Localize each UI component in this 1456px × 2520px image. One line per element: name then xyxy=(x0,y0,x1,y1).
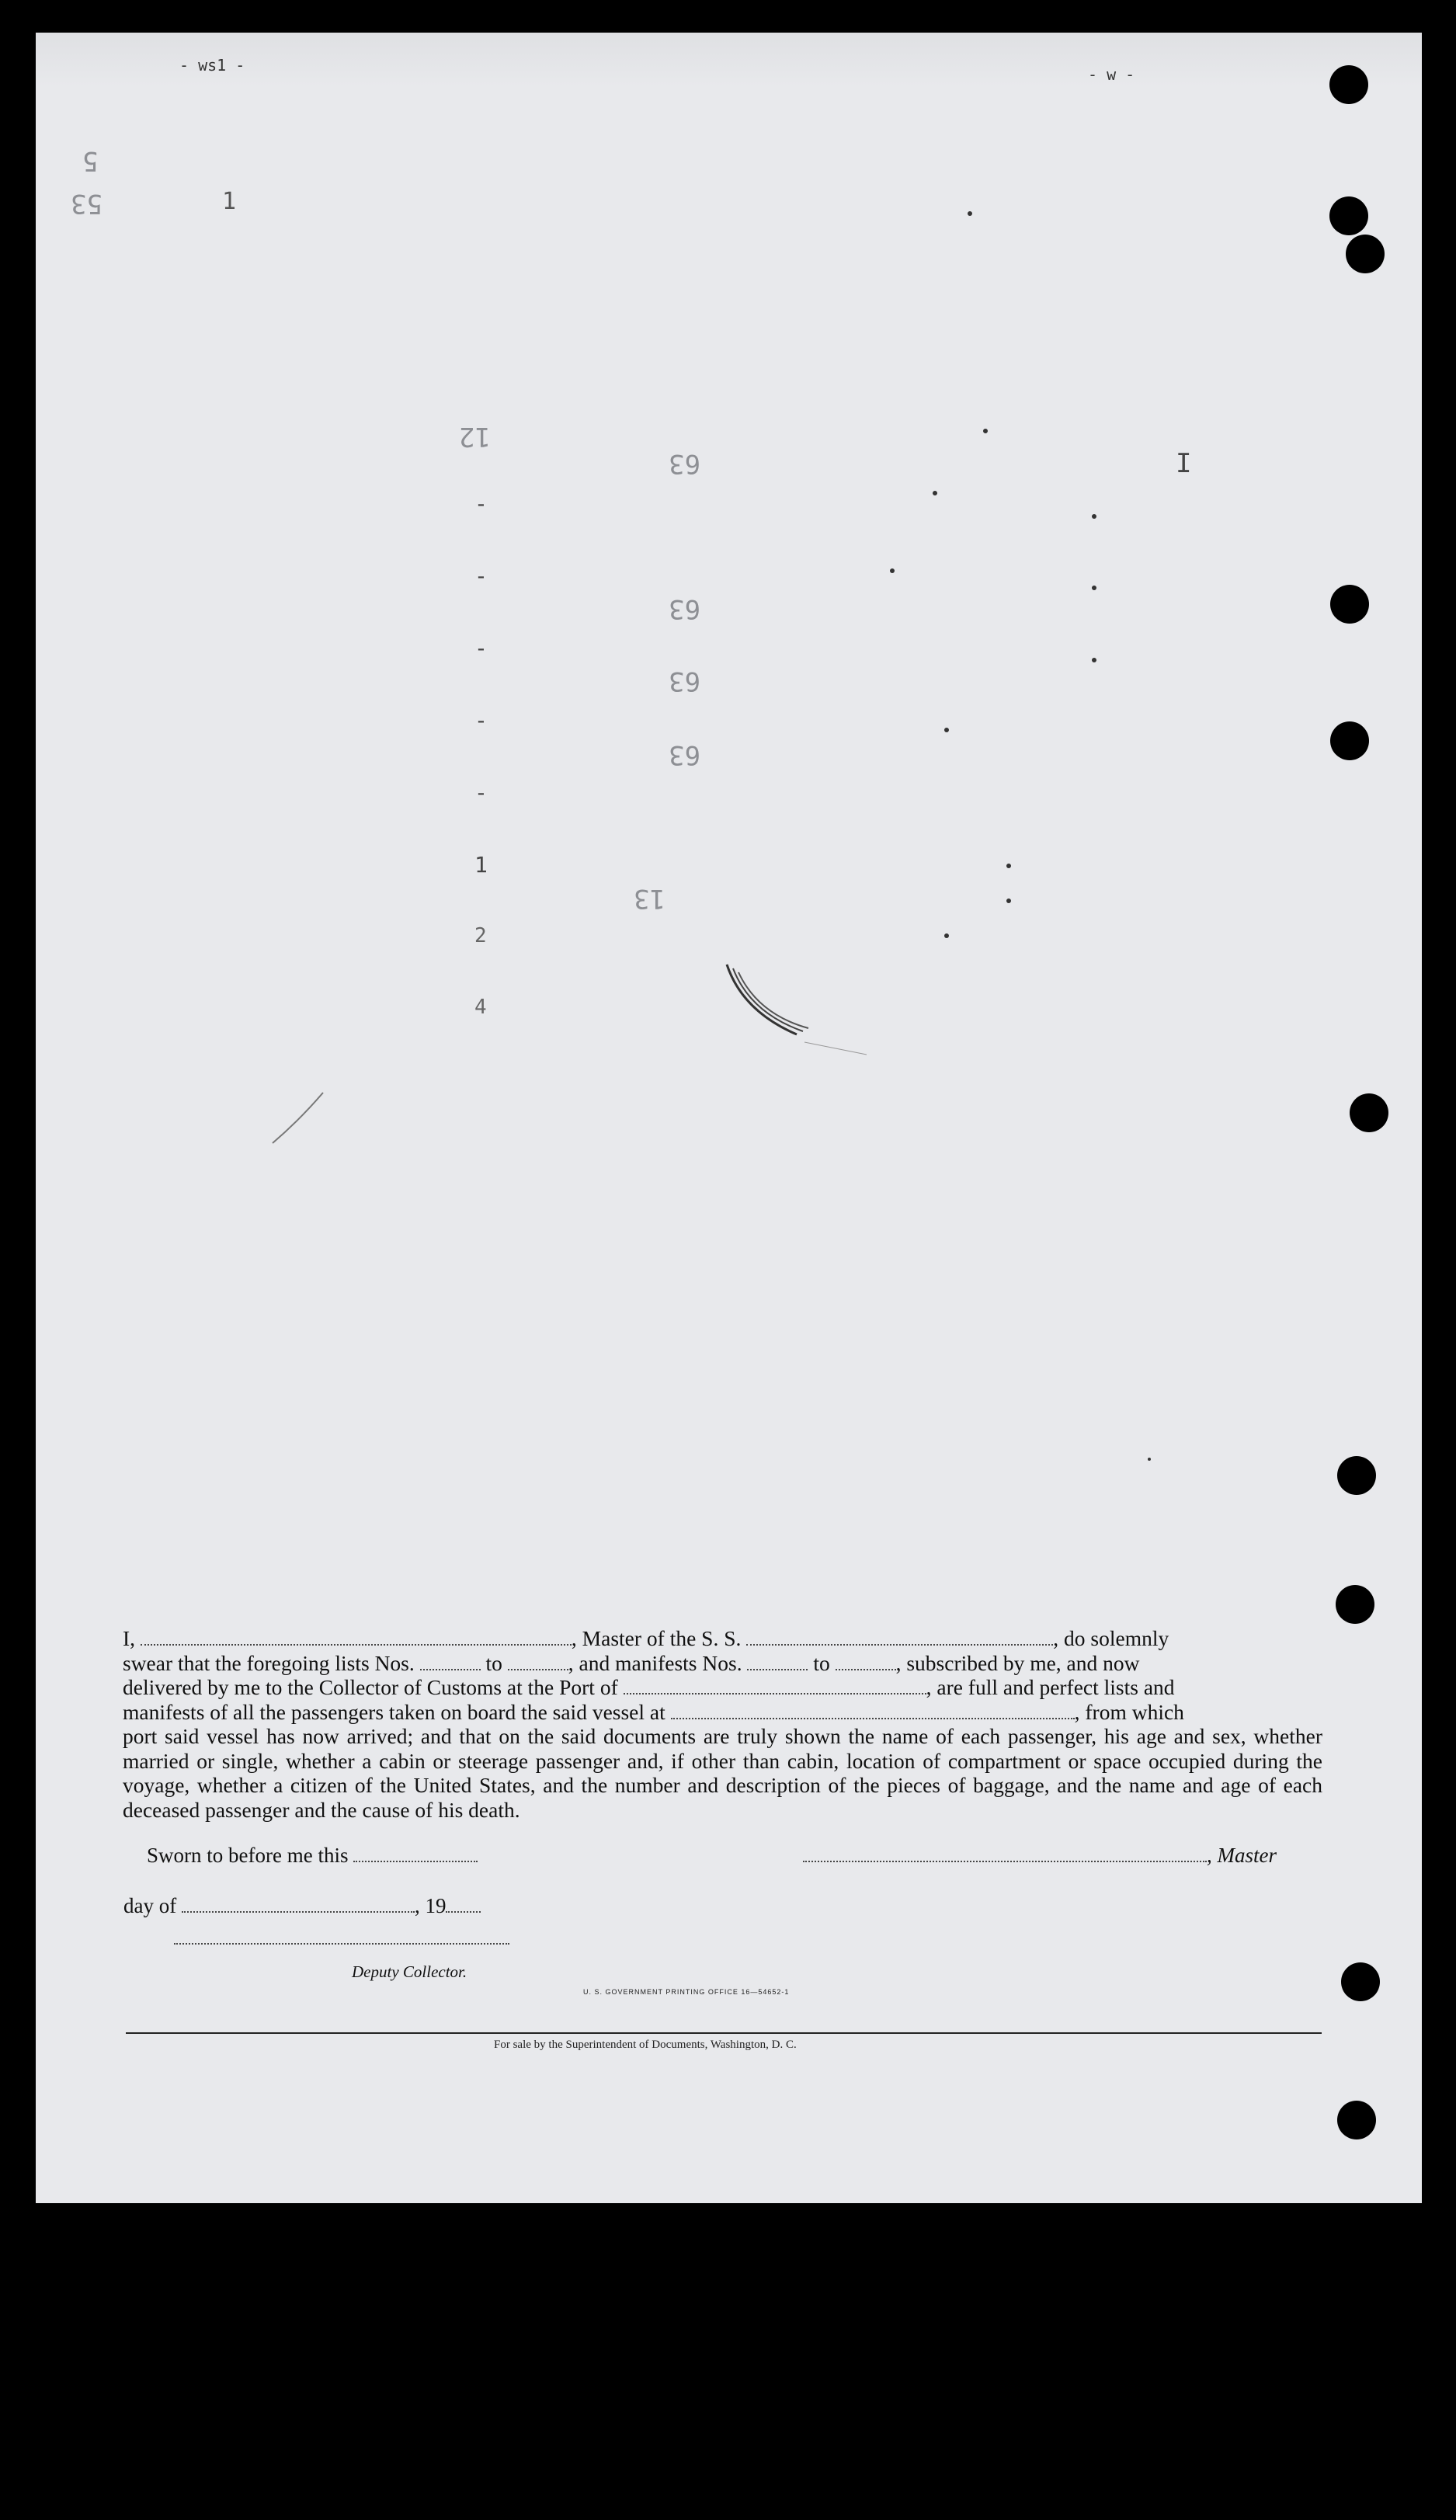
punch-hole xyxy=(1337,2101,1376,2139)
lists-from-field[interactable] xyxy=(420,1653,481,1670)
side-mark: - xyxy=(474,563,488,589)
bleed-number: 12 xyxy=(459,421,491,452)
oath-line-4 xyxy=(123,1700,1322,1725)
bleed-number: 63 xyxy=(669,593,700,624)
oath-text: , and manifests Nos. xyxy=(568,1650,742,1675)
ink-stroke xyxy=(269,1089,331,1151)
master-label: , Master xyxy=(1207,1844,1277,1867)
master-signature-field[interactable] xyxy=(803,1845,1207,1862)
ink-dot xyxy=(1092,514,1096,519)
bleed-letter: I xyxy=(1176,448,1192,479)
punch-hole xyxy=(1330,585,1369,624)
oath-line-1 xyxy=(123,1626,1322,1651)
oath-text: to xyxy=(485,1650,502,1675)
ink-dot xyxy=(1006,864,1011,868)
ink-dot xyxy=(1148,1458,1151,1461)
deputy-label: Deputy Collector. xyxy=(352,1962,467,1981)
manifests-from-field[interactable] xyxy=(747,1653,808,1670)
oath-text: swear that the foregoing lists Nos. xyxy=(123,1650,415,1675)
oath-text: delivered by me to the Collector of Customs at the Port of xyxy=(123,1675,618,1699)
oath-text: manifests of all the passengers taken on board the said vessel at xyxy=(123,1699,665,1724)
left-single: 1 xyxy=(222,188,237,215)
year-field[interactable] xyxy=(446,1896,481,1913)
day-of-field[interactable] xyxy=(182,1896,415,1913)
ink-dot xyxy=(983,429,988,433)
punch-hole xyxy=(1341,1962,1380,2001)
oath-text: , are full and perfect lists and xyxy=(926,1675,1175,1699)
day-of-line xyxy=(123,1894,481,1918)
oath-text: , subscribed by me, and now xyxy=(895,1650,1140,1675)
oath-line-2 xyxy=(123,1651,1322,1676)
master-signature-line xyxy=(803,1844,1277,1868)
ink-dot xyxy=(1006,899,1011,903)
oath-text: , do solemnly xyxy=(1053,1626,1169,1650)
oath-paragraph xyxy=(123,1626,1322,1822)
ink-dot xyxy=(1092,586,1096,590)
sworn-line xyxy=(147,1844,478,1868)
punch-hole xyxy=(1329,196,1368,235)
deputy-signature-field[interactable] xyxy=(174,1927,509,1945)
oath-line-3 xyxy=(123,1675,1322,1700)
bleed-number: 63 xyxy=(669,448,700,479)
ink-dot xyxy=(944,933,949,938)
left-number: 5 xyxy=(82,145,99,176)
punch-hole xyxy=(1346,235,1385,273)
ink-dot xyxy=(1092,658,1096,662)
ink-dot xyxy=(890,568,895,573)
ink-dot xyxy=(944,728,949,732)
punch-hole xyxy=(1337,1456,1376,1495)
ink-dot xyxy=(933,491,937,495)
vessel-name-field[interactable] xyxy=(746,1628,1053,1646)
day-of-label: day of xyxy=(123,1894,177,1917)
header-mark: - w - xyxy=(1088,65,1135,84)
for-sale-note: For sale by the Superintendent of Documents, Washington, D. C. xyxy=(494,2039,797,2051)
bleed-number: 13 xyxy=(634,883,665,914)
sworn-label: Sworn to before me this xyxy=(147,1844,349,1867)
document-page xyxy=(36,33,1422,2203)
punch-hole xyxy=(1330,721,1369,760)
bleed-number: 63 xyxy=(669,666,700,697)
port-of-arrival-field[interactable] xyxy=(624,1677,926,1694)
sworn-date-field[interactable] xyxy=(353,1845,478,1862)
punch-hole xyxy=(1336,1585,1374,1624)
side-mark: - xyxy=(474,780,488,805)
manifests-to-field[interactable] xyxy=(836,1653,896,1670)
header-stamp: - ws1 - xyxy=(179,56,245,75)
master-name-field[interactable] xyxy=(141,1628,572,1646)
side-mark: 1 xyxy=(474,852,488,878)
oath-text: , from which xyxy=(1074,1699,1184,1724)
oath-text: to xyxy=(813,1650,830,1675)
oath-text: , Master of the S. S. xyxy=(571,1626,742,1650)
left-number: 53 xyxy=(71,188,103,219)
punch-hole xyxy=(1350,1093,1388,1132)
ink-dot xyxy=(968,211,972,216)
ink-scribble xyxy=(711,957,890,1058)
port-of-departure-field[interactable] xyxy=(671,1702,1075,1719)
side-mark: - xyxy=(474,491,488,516)
side-mark: 4 xyxy=(474,996,487,1019)
side-mark: - xyxy=(474,707,488,733)
oath-text: I, xyxy=(123,1626,136,1650)
year-label: , 19 xyxy=(414,1894,447,1917)
printing-office: U. S. GOVERNMENT PRINTING OFFICE 16—54652-1 xyxy=(583,1988,790,1996)
oath-body: port said vessel has now arrived; and that on the said documents are truly shown the name of each passenger, his age and sex, whether married or single, whether a cabin or steerage passenger and, if other than cabin, location of compartment or space occupied during the voyage, whether a citizen of the United States, and the number and description of the pieces of baggage, and the name and age of each deceased passenger and the cause of his death. xyxy=(123,1724,1322,1822)
punch-hole xyxy=(1329,65,1368,104)
side-mark: - xyxy=(474,635,488,661)
lists-to-field[interactable] xyxy=(508,1653,568,1670)
bleed-number: 63 xyxy=(669,739,700,770)
footer-rule xyxy=(126,2032,1322,2034)
side-mark: 2 xyxy=(474,924,487,947)
